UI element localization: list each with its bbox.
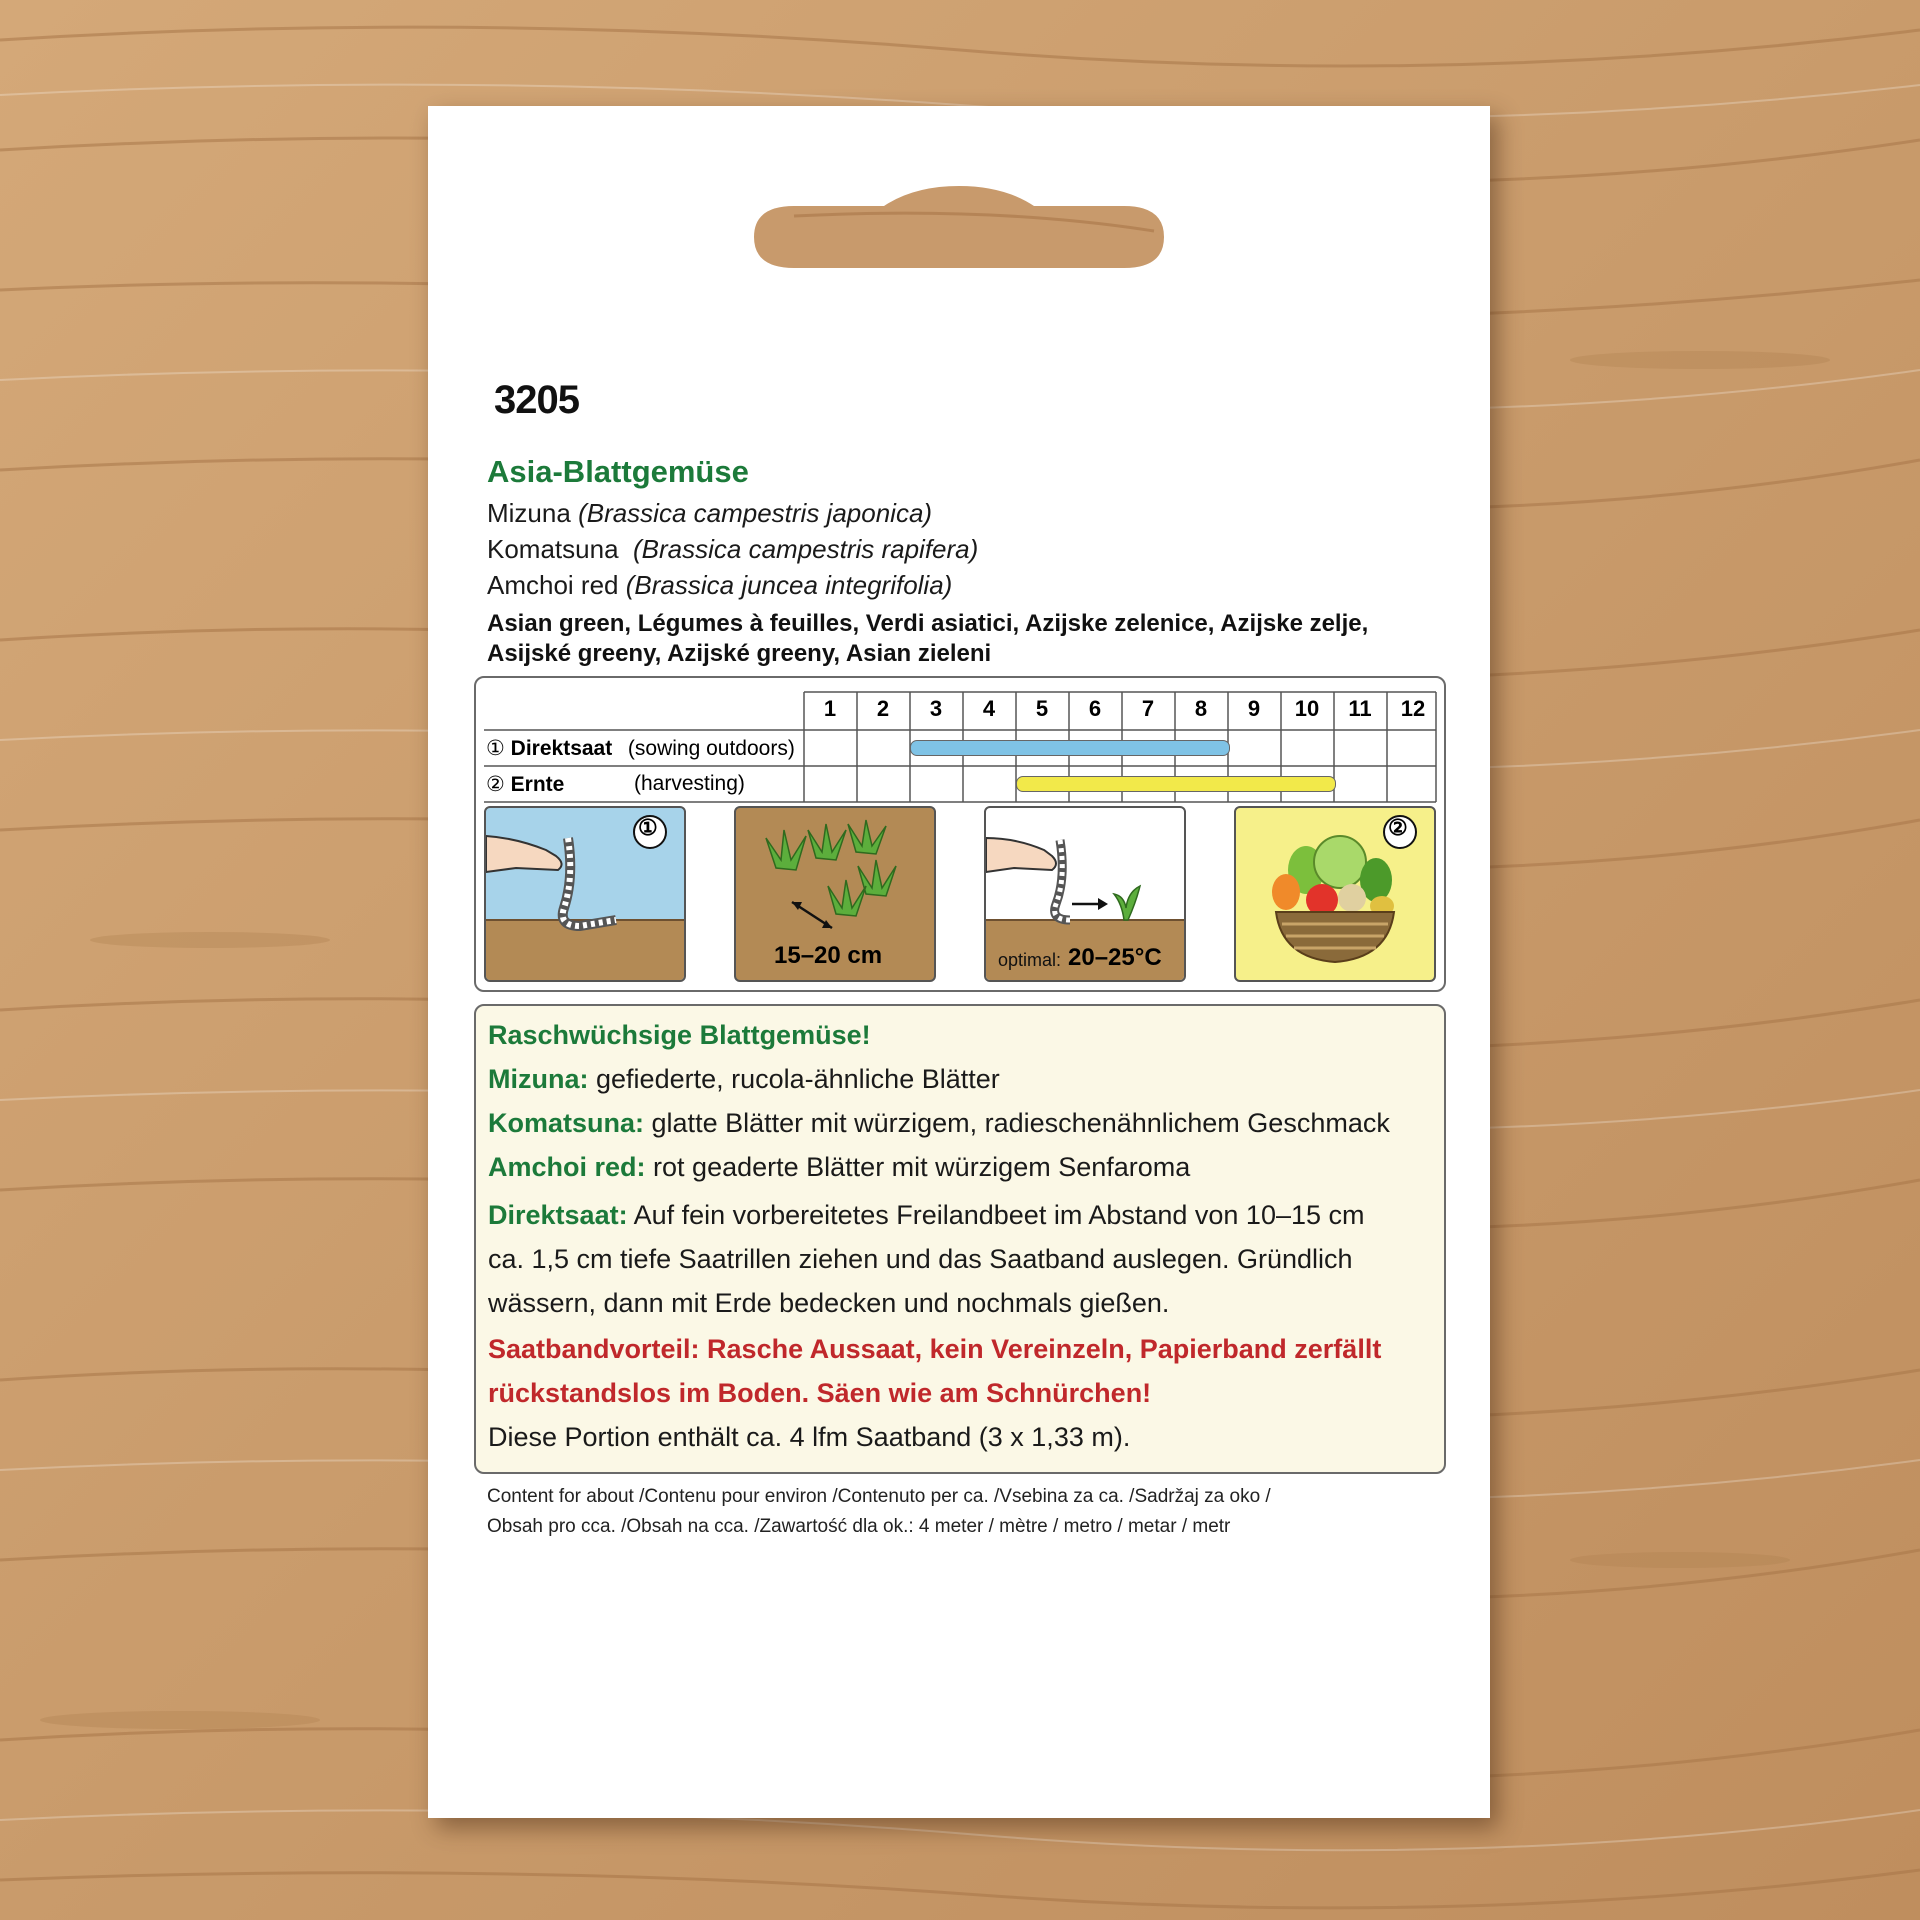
species-mizuna: Mizuna (Brassica campestris japonica): [487, 498, 933, 528]
info-advantage-2: rückstandslos im Boden. Säen wie am Schnürchen!: [488, 1378, 1152, 1408]
harvest-period-bar: [1016, 776, 1336, 792]
info-direktsaat-1: Direktsaat: Auf fein vorbereitetes Freilandbeet im Abstand von 10–15 cm: [488, 1200, 1365, 1230]
translations-line-2: Asijské greeny, Azijské greeny, Asian zieleni: [487, 640, 992, 667]
month-header-10: 10: [1294, 696, 1320, 721]
row-label-direktsaat: ① Direktsaat (sowing outdoors): [486, 737, 795, 760]
month-header-8: 8: [1194, 696, 1208, 721]
sowing-period-bar: [910, 740, 1230, 756]
panel-harvest: [1234, 806, 1436, 982]
month-header-11: 11: [1348, 696, 1372, 721]
info-mizuna: Mizuna: gefiederte, rucola-ähnliche Blätter: [488, 1064, 1000, 1094]
info-portion: Diese Portion enthält ca. 4 lfm Saatband (3 x 1,33 m).: [488, 1422, 1131, 1452]
month-header-12: 12: [1400, 696, 1426, 721]
translations-line-1: Asian green, Légumes à feuilles, Verdi asiatici, Azijske zelenice, Azijske zelje,: [487, 610, 1369, 637]
germination-temperature-caption: 20–25°C: [1068, 944, 1162, 971]
month-header-4: 4: [982, 696, 996, 721]
month-header-7: 7: [1141, 696, 1155, 721]
seed-packet: [428, 106, 1490, 1818]
germination-optimal-label: optimal:: [998, 950, 1062, 970]
month-header-5: 5: [1035, 696, 1049, 721]
info-direktsaat-2: ca. 1,5 cm tiefe Saatrillen ziehen und das Saatband auslegen. Gründlich: [488, 1244, 1353, 1274]
product-title: Asia-Blattgemüse: [487, 454, 749, 489]
info-direktsaat-3: wässern, dann mit Erde bedecken und nochmals gießen.: [488, 1288, 1170, 1318]
species-amchoi-red: Amchoi red (Brassica juncea integrifolia): [487, 570, 953, 600]
panel-germination-temperature: [984, 806, 1186, 982]
info-box: [474, 1004, 1446, 1474]
species-komatsuna: Komatsuna (Brassica campestris rapifera): [487, 534, 979, 564]
article-number: 3205: [494, 378, 579, 422]
month-header-3: 3: [929, 696, 943, 721]
hang-hole: [754, 186, 1164, 268]
panel-badge-2: ②: [1388, 815, 1408, 840]
info-headline: Raschwüchsige Blattgemüse!: [488, 1020, 871, 1050]
panel-seed-tape-sowing: [484, 806, 686, 982]
month-header-9: 9: [1247, 696, 1261, 721]
month-header-2: 2: [876, 696, 890, 721]
month-header-1: 1: [823, 696, 837, 721]
plant-spacing-caption: 15–20 cm: [774, 942, 883, 969]
sowing-calendar: [474, 676, 1446, 992]
info-advantage-1: Saatbandvorteil: Rasche Aussaat, kein Vereinzeln, Papierband zerfällt: [488, 1334, 1382, 1364]
info-komatsuna: Komatsuna: glatte Blätter mit würzigem, radieschenähnlichem Geschmack: [488, 1108, 1390, 1138]
month-header-6: 6: [1088, 696, 1102, 721]
panel-plant-spacing: [734, 806, 936, 982]
footer-content-line-2: Obsah pro cca. /Obsah na cca. /Zawartość dla ok.: 4 meter / mètre / metro / metar / metr: [487, 1516, 1231, 1537]
row-label-ernte: ② Ernte (harvesting): [486, 772, 745, 796]
info-amchoi-red: Amchoi red: rot geaderte Blätter mit würzigem Senfaroma: [488, 1152, 1191, 1182]
footer-content-line-1: Content for about /Contenu pour environ /Contenuto per ca. /Vsebina za ca. /Sadržaj za oko /: [487, 1486, 1271, 1507]
panel-badge-1: ①: [638, 815, 658, 840]
